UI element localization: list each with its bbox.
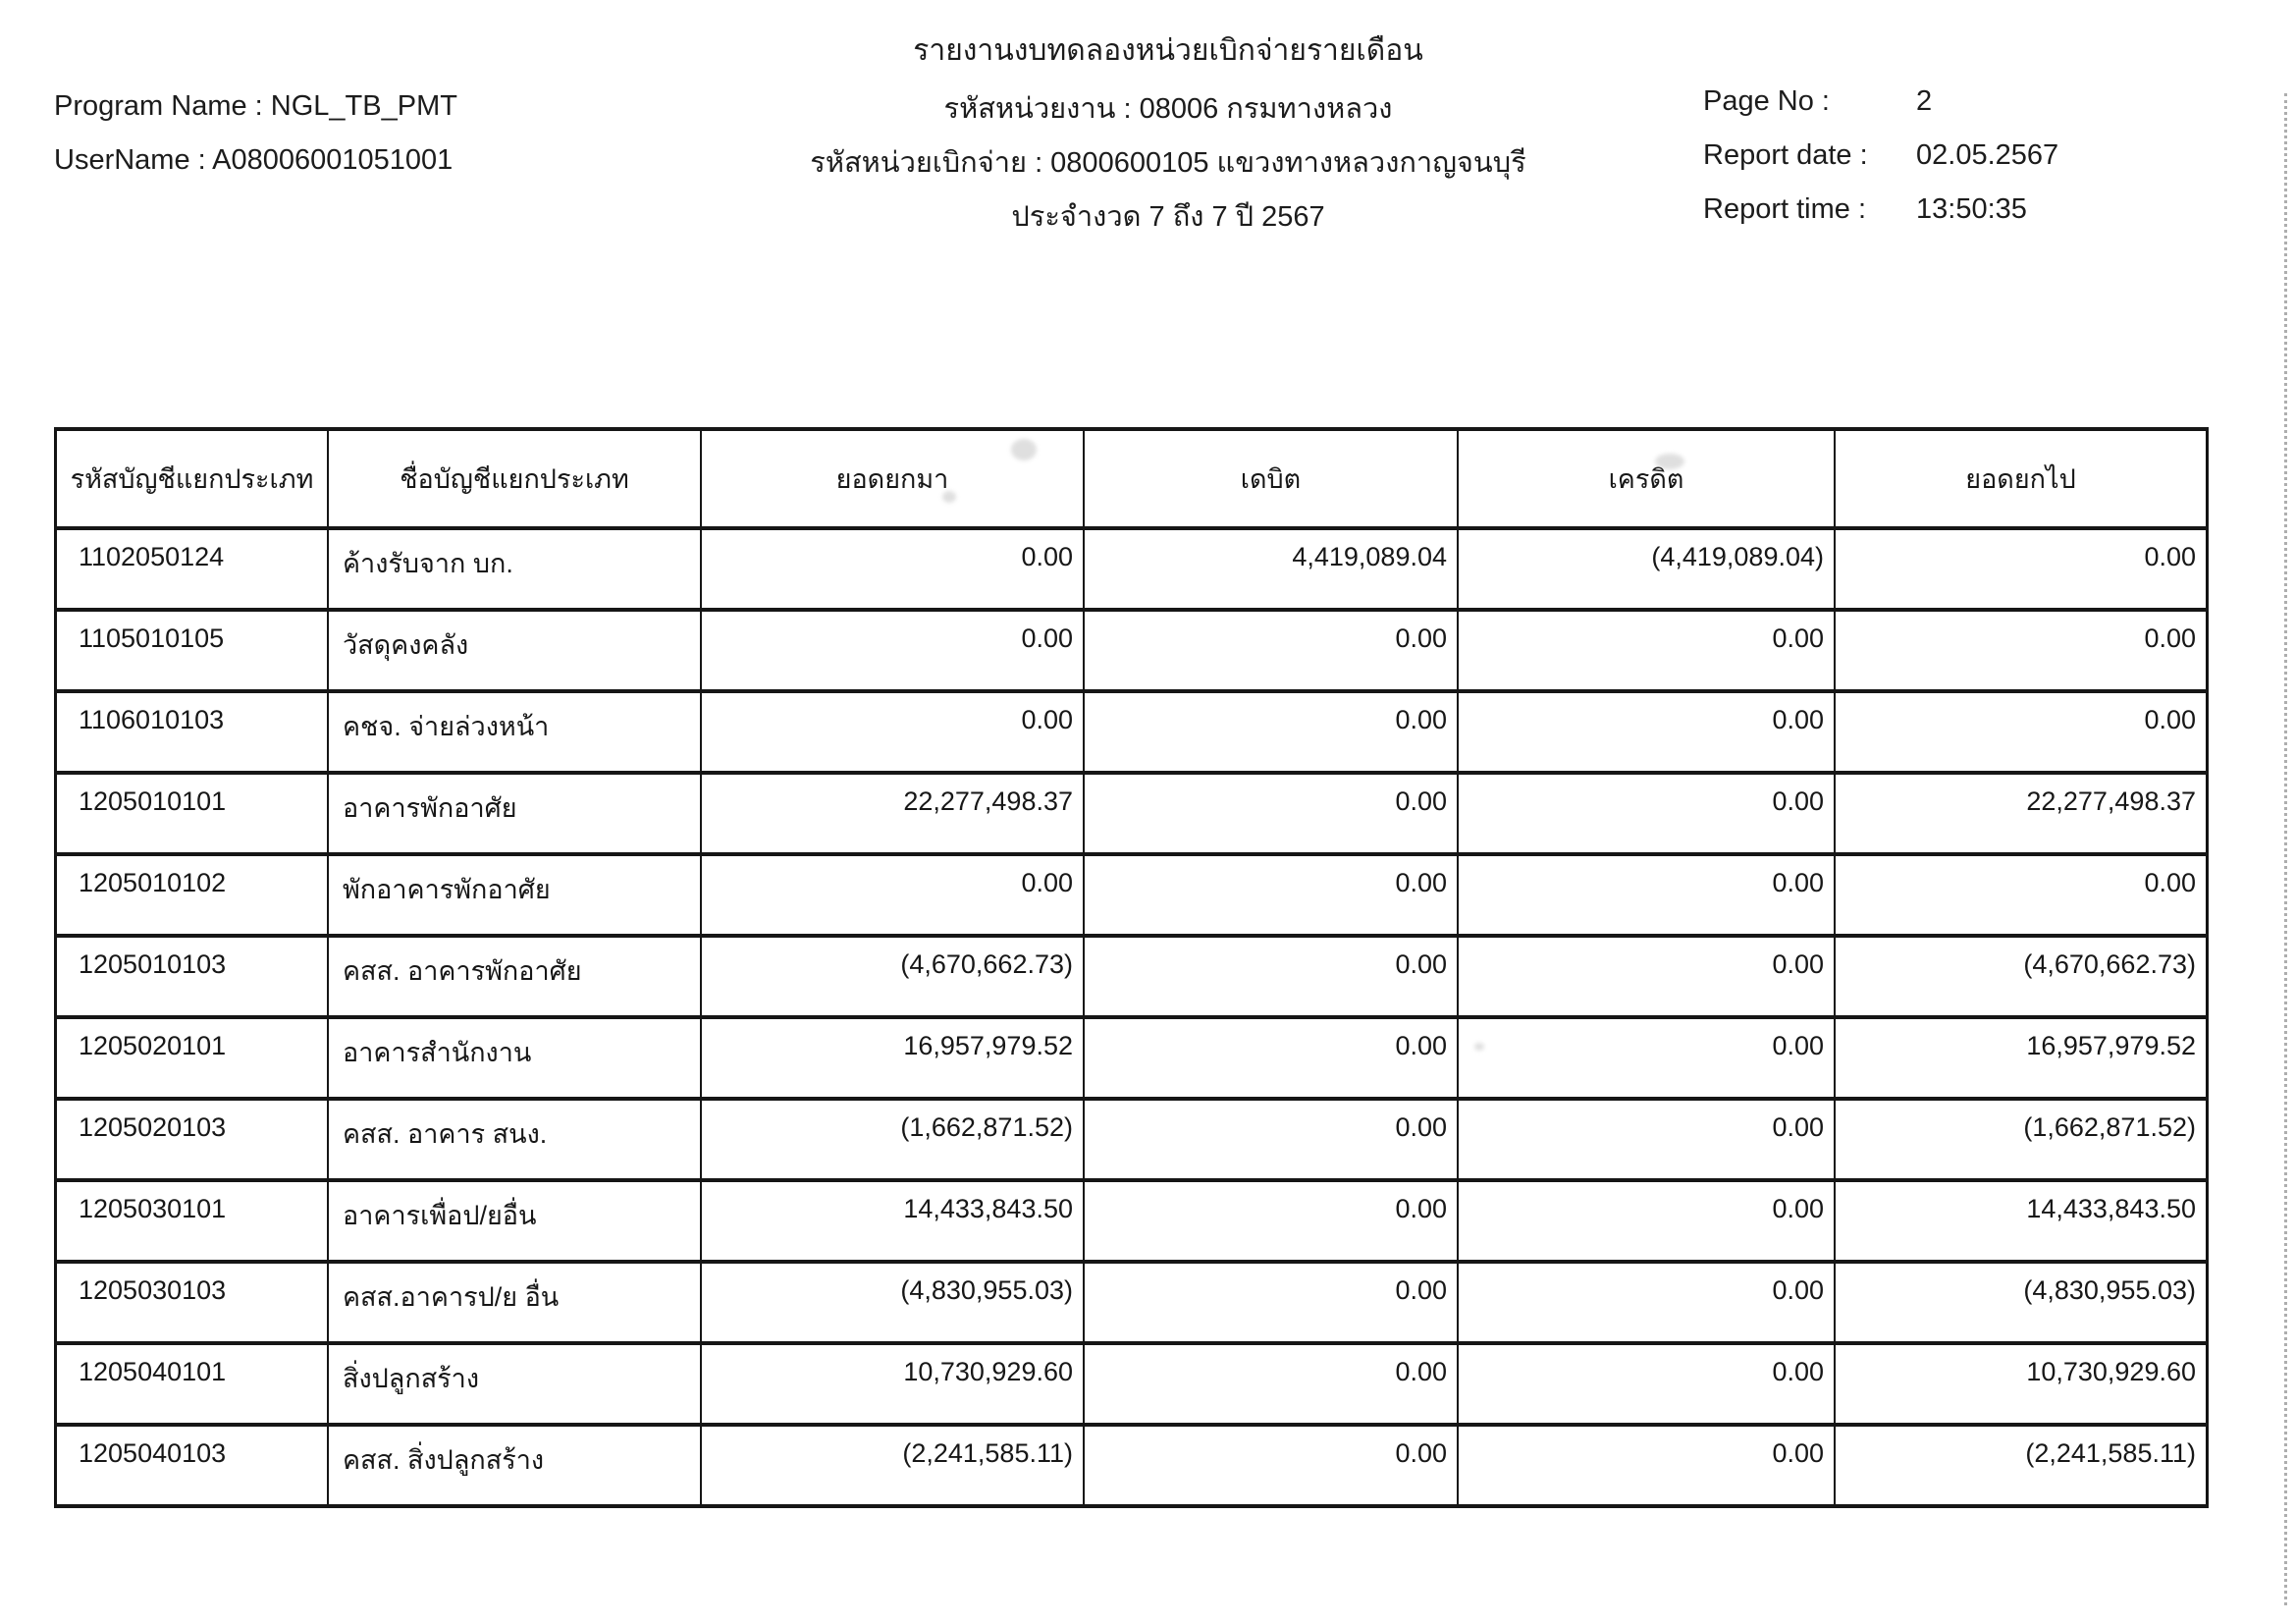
report-date-value: 02.05.2567 [1916,139,2059,171]
scan-edge-dotted-line [2284,93,2287,1605]
table-row [56,1425,2208,1506]
agency-code-line: รหัสหน่วยงาน : 08006 กรมทางหลวง [943,93,1393,125]
table-cell: 0.00 [1458,1180,1835,1262]
table-cell: 16,957,979.52 [1835,1017,2208,1099]
table-cell: 10,730,929.60 [1835,1343,2208,1425]
table-cell: (4,830,955.03) [701,1262,1084,1343]
table-cell: (4,670,662.73) [701,936,1084,1017]
table-row [56,1262,2208,1343]
table-header [56,429,2208,528]
table-cell: 0.00 [1835,610,2208,691]
table-cell: 0.00 [1084,1425,1458,1506]
table-cell: 0.00 [701,610,1084,691]
table-cell: 0.00 [1458,936,1835,1017]
report-date-label: Report date : [1703,139,1868,171]
period-line: ประจำงวด 7 ถึง 7 ปี 2567 [1011,201,1325,233]
table-cell: 0.00 [1084,854,1458,936]
table-cell: อาคารพักอาศัย [328,773,701,854]
col-header-carried-forward: ยอดยกไป [1835,429,2208,528]
scan-smudge [1655,454,1684,469]
table-cell: 14,433,843.50 [1835,1180,2208,1262]
table-cell: คสส. อาคารพักอาศัย [328,936,701,1017]
table-cell: 10,730,929.60 [701,1343,1084,1425]
table-cell: 0.00 [1458,691,1835,773]
table-body [56,528,2208,1506]
table-row [56,691,2208,773]
table-cell: พักอาคารพักอาศัย [328,854,701,936]
table-cell: 22,277,498.37 [701,773,1084,854]
table-cell: (1,662,871.52) [1835,1099,2208,1180]
username-line: UserName : A08006001051001 [54,144,454,176]
table-cell: ค้างรับจาก บก. [328,528,701,610]
table-cell: 0.00 [1084,936,1458,1017]
table-cell: 0.00 [1084,773,1458,854]
table-cell: (4,830,955.03) [1835,1262,2208,1343]
table-cell: 22,277,498.37 [1835,773,2208,854]
table-cell: สิ่งปลูกสร้าง [328,1343,701,1425]
table-cell: อาคารสำนักงาน [328,1017,701,1099]
table-row [56,1099,2208,1180]
report-time-label: Report time : [1703,193,1866,225]
table-cell: 0.00 [1458,1343,1835,1425]
report-time-value: 13:50:35 [1916,193,2027,225]
table-cell: 0.00 [1458,1425,1835,1506]
report-title: รายงานงบทดลองหน่วยเบิกจ่ายรายเดือน [913,34,1423,67]
table-cell: อาคารเพื่อป/ยอื่น [328,1180,701,1262]
table-cell: 0.00 [1084,1099,1458,1180]
table-cell: 0.00 [701,528,1084,610]
table-cell: 0.00 [1084,610,1458,691]
table-cell: คสส. อาคาร สนง. [328,1099,701,1180]
table-cell: 0.00 [1458,1017,1835,1099]
table-cell: 1205040103 [56,1425,329,1506]
table-row [56,1017,2208,1099]
table-header-row [56,429,2208,528]
table-cell: 0.00 [1835,528,2208,610]
table-cell: 1205010101 [56,773,329,854]
table-cell: 0.00 [1458,610,1835,691]
table-cell: 0.00 [1084,1180,1458,1262]
table-cell: (2,241,585.11) [1835,1425,2208,1506]
table-cell: 1205020103 [56,1099,329,1180]
table-cell: 0.00 [1084,1343,1458,1425]
table-row [56,610,2208,691]
col-header-credit: เครดิต [1458,429,1835,528]
table-cell: 0.00 [1084,691,1458,773]
table-cell: (2,241,585.11) [701,1425,1084,1506]
trial-balance-table-container [54,427,2209,1508]
table-cell: 16,957,979.52 [701,1017,1084,1099]
table-cell: คชจ. จ่ายล่วงหน้า [328,691,701,773]
page-no-value: 2 [1916,85,1933,117]
table-cell: 1102050124 [56,528,329,610]
table-row [56,1180,2208,1262]
table-row [56,854,2208,936]
table-cell: 0.00 [1458,1099,1835,1180]
table-cell: 4,419,089.04 [1084,528,1458,610]
table-cell: 1205010103 [56,936,329,1017]
table-row [56,773,2208,854]
table-cell: 1205020101 [56,1017,329,1099]
table-cell: คสส. สิ่งปลูกสร้าง [328,1425,701,1506]
table-cell: 0.00 [1458,773,1835,854]
table-cell: 1205010102 [56,854,329,936]
page-no-label: Page No : [1703,85,1830,117]
trial-balance-table [54,427,2209,1508]
col-header-debit: เดบิต [1084,429,1458,528]
scan-smudge [942,491,956,503]
program-name-line: Program Name : NGL_TB_PMT [54,90,457,122]
table-cell: (4,419,089.04) [1458,528,1835,610]
table-row [56,528,2208,610]
scan-smudge [1011,439,1037,460]
table-cell: 14,433,843.50 [701,1180,1084,1262]
table-cell: 1105010105 [56,610,329,691]
table-cell: 0.00 [701,854,1084,936]
table-cell: 1205030103 [56,1262,329,1343]
table-cell: 0.00 [1458,854,1835,936]
col-header-account-name: ชื่อบัญชีแยกประเภท [328,429,701,528]
table-cell: วัสดุคงคลัง [328,610,701,691]
table-cell: 0.00 [1458,1262,1835,1343]
table-cell: 0.00 [1084,1017,1458,1099]
col-header-account-code: รหัสบัญชีแยกประเภท [56,429,329,528]
table-cell: คสส.อาคารป/ย อื่น [328,1262,701,1343]
table-cell: 0.00 [1835,854,2208,936]
table-cell: 0.00 [1084,1262,1458,1343]
disbursement-unit-line: รหัสหน่วยเบิกจ่าย : 0800600105 แขวงทางหลวงกาญจนบุรี [810,147,1526,179]
table-cell: (4,670,662.73) [1835,936,2208,1017]
table-row [56,936,2208,1017]
table-cell: 1205040101 [56,1343,329,1425]
table-row [56,1343,2208,1425]
scan-smudge [1474,1043,1484,1051]
table-cell: 0.00 [701,691,1084,773]
col-header-brought-forward: ยอดยกมา [701,429,1084,528]
table-cell: 1205030101 [56,1180,329,1262]
table-cell: 1106010103 [56,691,329,773]
table-cell: 0.00 [1835,691,2208,773]
table-cell: (1,662,871.52) [701,1099,1084,1180]
